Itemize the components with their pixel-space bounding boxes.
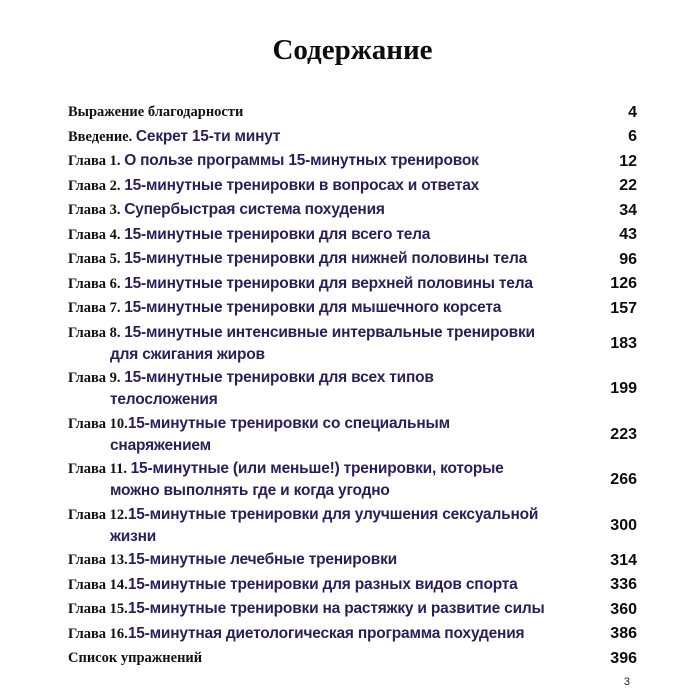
- toc-entry-title: 15-минутные тренировки для улучшения сексуальной: [127, 505, 539, 523]
- toc-entry-label: Глава 9.: [68, 370, 125, 386]
- toc-entry-label: Глава 16.: [68, 625, 128, 642]
- toc-entry-text: [68, 549, 585, 571]
- toc-entry: [68, 322, 637, 365]
- toc-entry: [68, 150, 637, 172]
- toc-entry: [68, 458, 637, 501]
- toc-entry-text: [68, 150, 585, 172]
- toc-entry-title: 15-минутные тренировки для мышечного корсета: [124, 299, 502, 316]
- toc-entry: [68, 199, 637, 221]
- table-of-contents: [68, 101, 637, 669]
- toc-entry-label: Глава 7.: [68, 300, 125, 316]
- toc-entry-text: [68, 297, 585, 319]
- toc-entry: [68, 623, 637, 645]
- toc-entry-text: [68, 126, 585, 148]
- toc-entry-title: Секрет 15-ти минут: [135, 127, 281, 145]
- toc-entry: [68, 126, 637, 148]
- toc-entry-page-number: 126: [610, 275, 637, 292]
- toc-entry-title: Супербыстрая система похудения: [124, 201, 385, 218]
- toc-entry-text: [68, 623, 585, 645]
- toc-entry: [68, 248, 637, 270]
- toc-entry-text: [68, 273, 585, 295]
- toc-entry-page-number: 6: [628, 128, 637, 145]
- toc-entry-title: 15-минутные тренировки для верхней половины тела: [124, 274, 533, 292]
- toc-entry-title: 15-минутная диетологическая программа похудения: [127, 624, 525, 642]
- toc-entry-page-number: 266: [610, 471, 637, 488]
- toc-entry-title-line2: снаряжением: [110, 436, 211, 454]
- toc-entry-page-number: 96: [619, 250, 637, 268]
- toc-entry-label: Глава 14.: [68, 576, 128, 593]
- toc-entry-label: Глава 2.: [68, 177, 125, 194]
- toc-entry-page-number: 360: [610, 600, 637, 618]
- toc-entry-text: [68, 367, 585, 410]
- toc-entry-page-number: 4: [628, 103, 637, 121]
- toc-entry-title: 15-минутные тренировки в вопросах и ответах: [124, 176, 480, 194]
- toc-entry-text: [68, 199, 585, 221]
- toc-entry-label: Глава 5.: [68, 251, 125, 267]
- toc-entry-text: [68, 598, 585, 620]
- toc-entry-page-number: 43: [619, 226, 637, 243]
- folio-page-number: 3: [623, 676, 630, 688]
- toc-entry-text: [68, 248, 585, 270]
- toc-entry-page-number: 12: [619, 152, 637, 170]
- toc-entry-page-number: 336: [610, 576, 637, 593]
- toc-entry-page-number: 157: [610, 299, 637, 317]
- toc-entry: [68, 175, 637, 197]
- toc-entry-page-number: 22: [619, 177, 637, 194]
- toc-entry-title-line2: телосложения: [110, 391, 218, 408]
- page-title: Содержание: [272, 34, 433, 66]
- toc-entry: [68, 224, 637, 246]
- toc-entry-text: [68, 458, 585, 501]
- toc-entry-text: [68, 574, 585, 596]
- toc-entry-text: [68, 413, 585, 456]
- toc-entry-page-number: 300: [610, 516, 637, 534]
- toc-entry-title: 15-минутные тренировки со специальным: [127, 414, 450, 432]
- toc-entry-label: Глава 1.: [68, 153, 125, 169]
- toc-entry-title-line2: для сжигания жиров: [110, 345, 265, 363]
- toc-entry-text: [68, 322, 585, 365]
- toc-entry-title: 15-минутные интенсивные интервальные тренировки: [124, 323, 535, 341]
- toc-entry-text: [68, 504, 585, 547]
- toc-entry-page-number: 314: [610, 551, 637, 569]
- toc-entry-page-number: 386: [610, 625, 637, 642]
- toc-entry-text: [68, 175, 585, 197]
- toc-entry-page-number: 223: [610, 425, 637, 443]
- toc-entry-title: 15-минутные лечебные тренировки: [127, 551, 398, 568]
- toc-entry: [68, 574, 637, 596]
- toc-entry-page-number: 199: [610, 380, 637, 397]
- toc-entry-label: Глава 13.: [68, 552, 128, 568]
- toc-entry-label: Глава 15.: [68, 601, 128, 617]
- toc-entry-title: 15-минутные тренировки для разных видов спорта: [127, 575, 518, 593]
- toc-entry-title: 15-минутные (или меньше!) тренировки, которые: [130, 460, 504, 477]
- toc-entry: [68, 367, 637, 410]
- toc-entry-label: Глава 8.: [68, 324, 125, 341]
- toc-entry-title: 15-минутные тренировки для всего тела: [124, 225, 431, 243]
- toc-entry-title-line2: можно выполнять где и когда угодно: [110, 482, 390, 499]
- toc-entry: [68, 413, 637, 456]
- toc-entry-text: [68, 224, 585, 246]
- toc-entry-label: Выражение благодарности: [68, 104, 244, 120]
- toc-entry-page-number: 34: [619, 201, 637, 219]
- toc-entry: [68, 647, 637, 669]
- toc-entry-page-number: 183: [610, 334, 637, 352]
- toc-entry-text: [68, 101, 585, 123]
- toc-entry: [68, 504, 637, 547]
- toc-entry-label: Глава 4.: [68, 226, 125, 243]
- toc-entry-title-line2: жизни: [110, 527, 157, 545]
- toc-entry-label: Глава 10.: [68, 415, 128, 432]
- toc-entry: [68, 297, 637, 319]
- toc-entry-label: Глава 12.: [68, 506, 128, 523]
- toc-entry-label: Глава 3.: [68, 202, 125, 218]
- toc-entry-text: [68, 647, 585, 669]
- toc-entry-title: 15-минутные тренировки для всех типов: [124, 369, 434, 386]
- toc-entry-title: О пользе программы 15-минутных тренировок: [124, 152, 479, 169]
- toc-entry-page-number: 396: [610, 649, 637, 667]
- toc-entry-label: Глава 11.: [68, 461, 131, 477]
- toc-entry-title: 15-минутные тренировки для нижней половины тела: [124, 250, 528, 267]
- toc-entry: [68, 101, 637, 123]
- toc-entry-label: Глава 6.: [68, 275, 125, 292]
- toc-entry: [68, 549, 637, 571]
- toc-entry-label: Список упражнений: [68, 650, 203, 666]
- toc-entry: [68, 598, 637, 620]
- toc-entry: [68, 273, 637, 295]
- toc-entry-title: 15-минутные тренировки на растяжку и развитие силы: [127, 600, 545, 617]
- toc-entry-label: Введение.: [68, 128, 136, 145]
